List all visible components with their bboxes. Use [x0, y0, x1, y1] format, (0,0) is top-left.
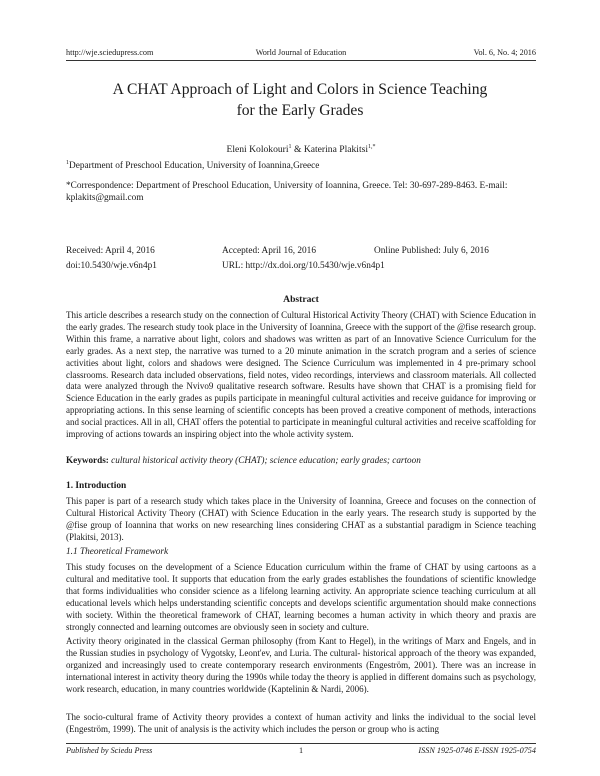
accepted-date: Accepted: April 16, 2016	[222, 246, 316, 256]
author-1-affil: 1	[288, 143, 292, 150]
section-heading-introduction: 1. Introduction	[66, 481, 127, 491]
title-line-2: for the Early Grades	[236, 102, 364, 119]
affiliation	[66, 160, 536, 172]
issn: ISSN 1925-0746 E-ISSN 1925-0754	[418, 746, 536, 755]
footer-rule	[66, 743, 536, 744]
running-header	[66, 47, 536, 59]
journal-url-link[interactable]: http://wje.sciedupress.com	[66, 48, 154, 57]
keywords-text: cultural historical activity theory (CHAT); science education; early grades; cartoon	[111, 455, 421, 465]
author-2-affil: 1,*	[368, 143, 376, 150]
subsection-heading-theoretical-framework: 1.1 Theoretical Framework	[66, 547, 169, 557]
author-list	[66, 144, 536, 156]
intro-paragraph-2: This study focuses on the development of a Science Education curriculum within the frame of CHAT by using cartoons as a cultural and meditative tool. It supports that education from the early grades establishes the foundations of scientific knowledge that forms individualities who consider science as a lifelong learning activity. An appropriate science teaching curriculum at all educational levels which helps understanding scientific concepts and develops scientific argumentation should make connections with society. Within the theoretical framework of CHAT, learning becomes a human activity in which theory and praxis are strongly connected and learning outcomes are obviously seen in society and culture.	[66, 562, 536, 632]
correspondence: *Correspondence: Department of Preschool Education, University of Ioannina, Greece. Tel: 30-697-289-8463. E-mail: kplakits@gmail.com	[66, 181, 508, 204]
author-joiner: &	[291, 144, 304, 155]
journal-name: World Journal of Education	[255, 48, 347, 57]
header-rule	[66, 60, 536, 61]
affiliation-text: Department of Preschool Education, University of Ioannina,Greece	[69, 161, 320, 171]
affiliation-sup: 1	[66, 159, 69, 166]
keywords	[66, 454, 536, 466]
article-title	[60, 79, 540, 121]
abstract-text: This article describes a research study on the connection of Cultural Historical Activity Theory (CHAT) with Science Education in the early grades. The research study took place in the University of Ioannina, Greece with the support of the @fise research group. Within this frame, a narrative about light, colors and shadows was written as part of an Innovative Science Curriculum for the early grades. As a next step, the narrative was turned to a 20 minute animation in the scratch program and a series of science activities about light, colors and shadows were designed. The Science Curriculum was implemented in 4 pre-primary school classrooms. Research data included observations, field notes, video recordings, interviews and classroom materials. All collected data were analyzed through the Nvivo9 qualitative research software. Results have shown that CHAT is a promising field for Science Education in the early grades as pupils participate in meaningful cultural activities and receive guidance for improving or appropriating actions. In this sense learning of scientific concepts has been proved a creative component of methods, interactions and social practices. All in all, CHAT offers the potential to participate in meaningful cultural activities and receive scaffolding for improving of actions towards an inspiring object into the whole activity system.	[66, 310, 536, 440]
author-2: Katerina Plakitsi	[303, 144, 369, 155]
publisher: Published by Sciedu Press	[66, 746, 153, 755]
intro-paragraph-1: This paper is part of a research study which takes place in the University of Ioannina, Greece and focuses on the connection of Cultural Historical Activity Theory (CHAT) with Science Education in the early years. The research study is supported by the @fise group of Ioannina that works on new researching lines considering CHAT as a substantial paradigm in Science teaching (Plakitsi, 2013).	[66, 496, 536, 542]
url-link[interactable]: URL: http://dx.doi.org/10.5430/wje.v6n4p1	[222, 261, 385, 271]
intro-paragraph-3: Activity theory originated in the classical German philosophy (from Kant to Hegel), in the writings of Marx and Engels, and in the Russian studies in psychology of Vygotsky, Leont'ev, and Luria. The cultural- historical approach of the theory was expanded, organized and increasingly used to create contemporary research environments (Engeström, 2001). There was an increase in international interest in activity theory during the 1990s while today the theory is applied in different domains such as psychology, work research, education, in many countries worldwide (Kaptelinin & Nardi, 2006).	[66, 636, 536, 694]
published-date: Online Published: July 6, 2016	[374, 246, 489, 256]
received-date: Received: April 4, 2016	[66, 246, 155, 256]
intro-paragraph-4: The socio-cultural frame of Activity theory provides a context of human activity and links the individual to the social level (Engeström, 1999). The unit of analysis is the activity which includes the person or group who is acting	[66, 712, 536, 734]
title-line-1: A CHAT Approach of Light and Colors in Science Teaching	[112, 81, 488, 98]
page-footer	[66, 745, 536, 757]
keywords-label: Keywords:	[66, 455, 109, 465]
abstract-heading: Abstract	[283, 294, 319, 305]
doi-link[interactable]: doi:10.5430/wje.v6n4p1	[66, 261, 157, 271]
author-1: Eleni Kolokouri	[226, 144, 289, 155]
volume-info: Vol. 6, No. 4; 2016	[473, 48, 536, 57]
page-number: 1	[298, 746, 304, 755]
